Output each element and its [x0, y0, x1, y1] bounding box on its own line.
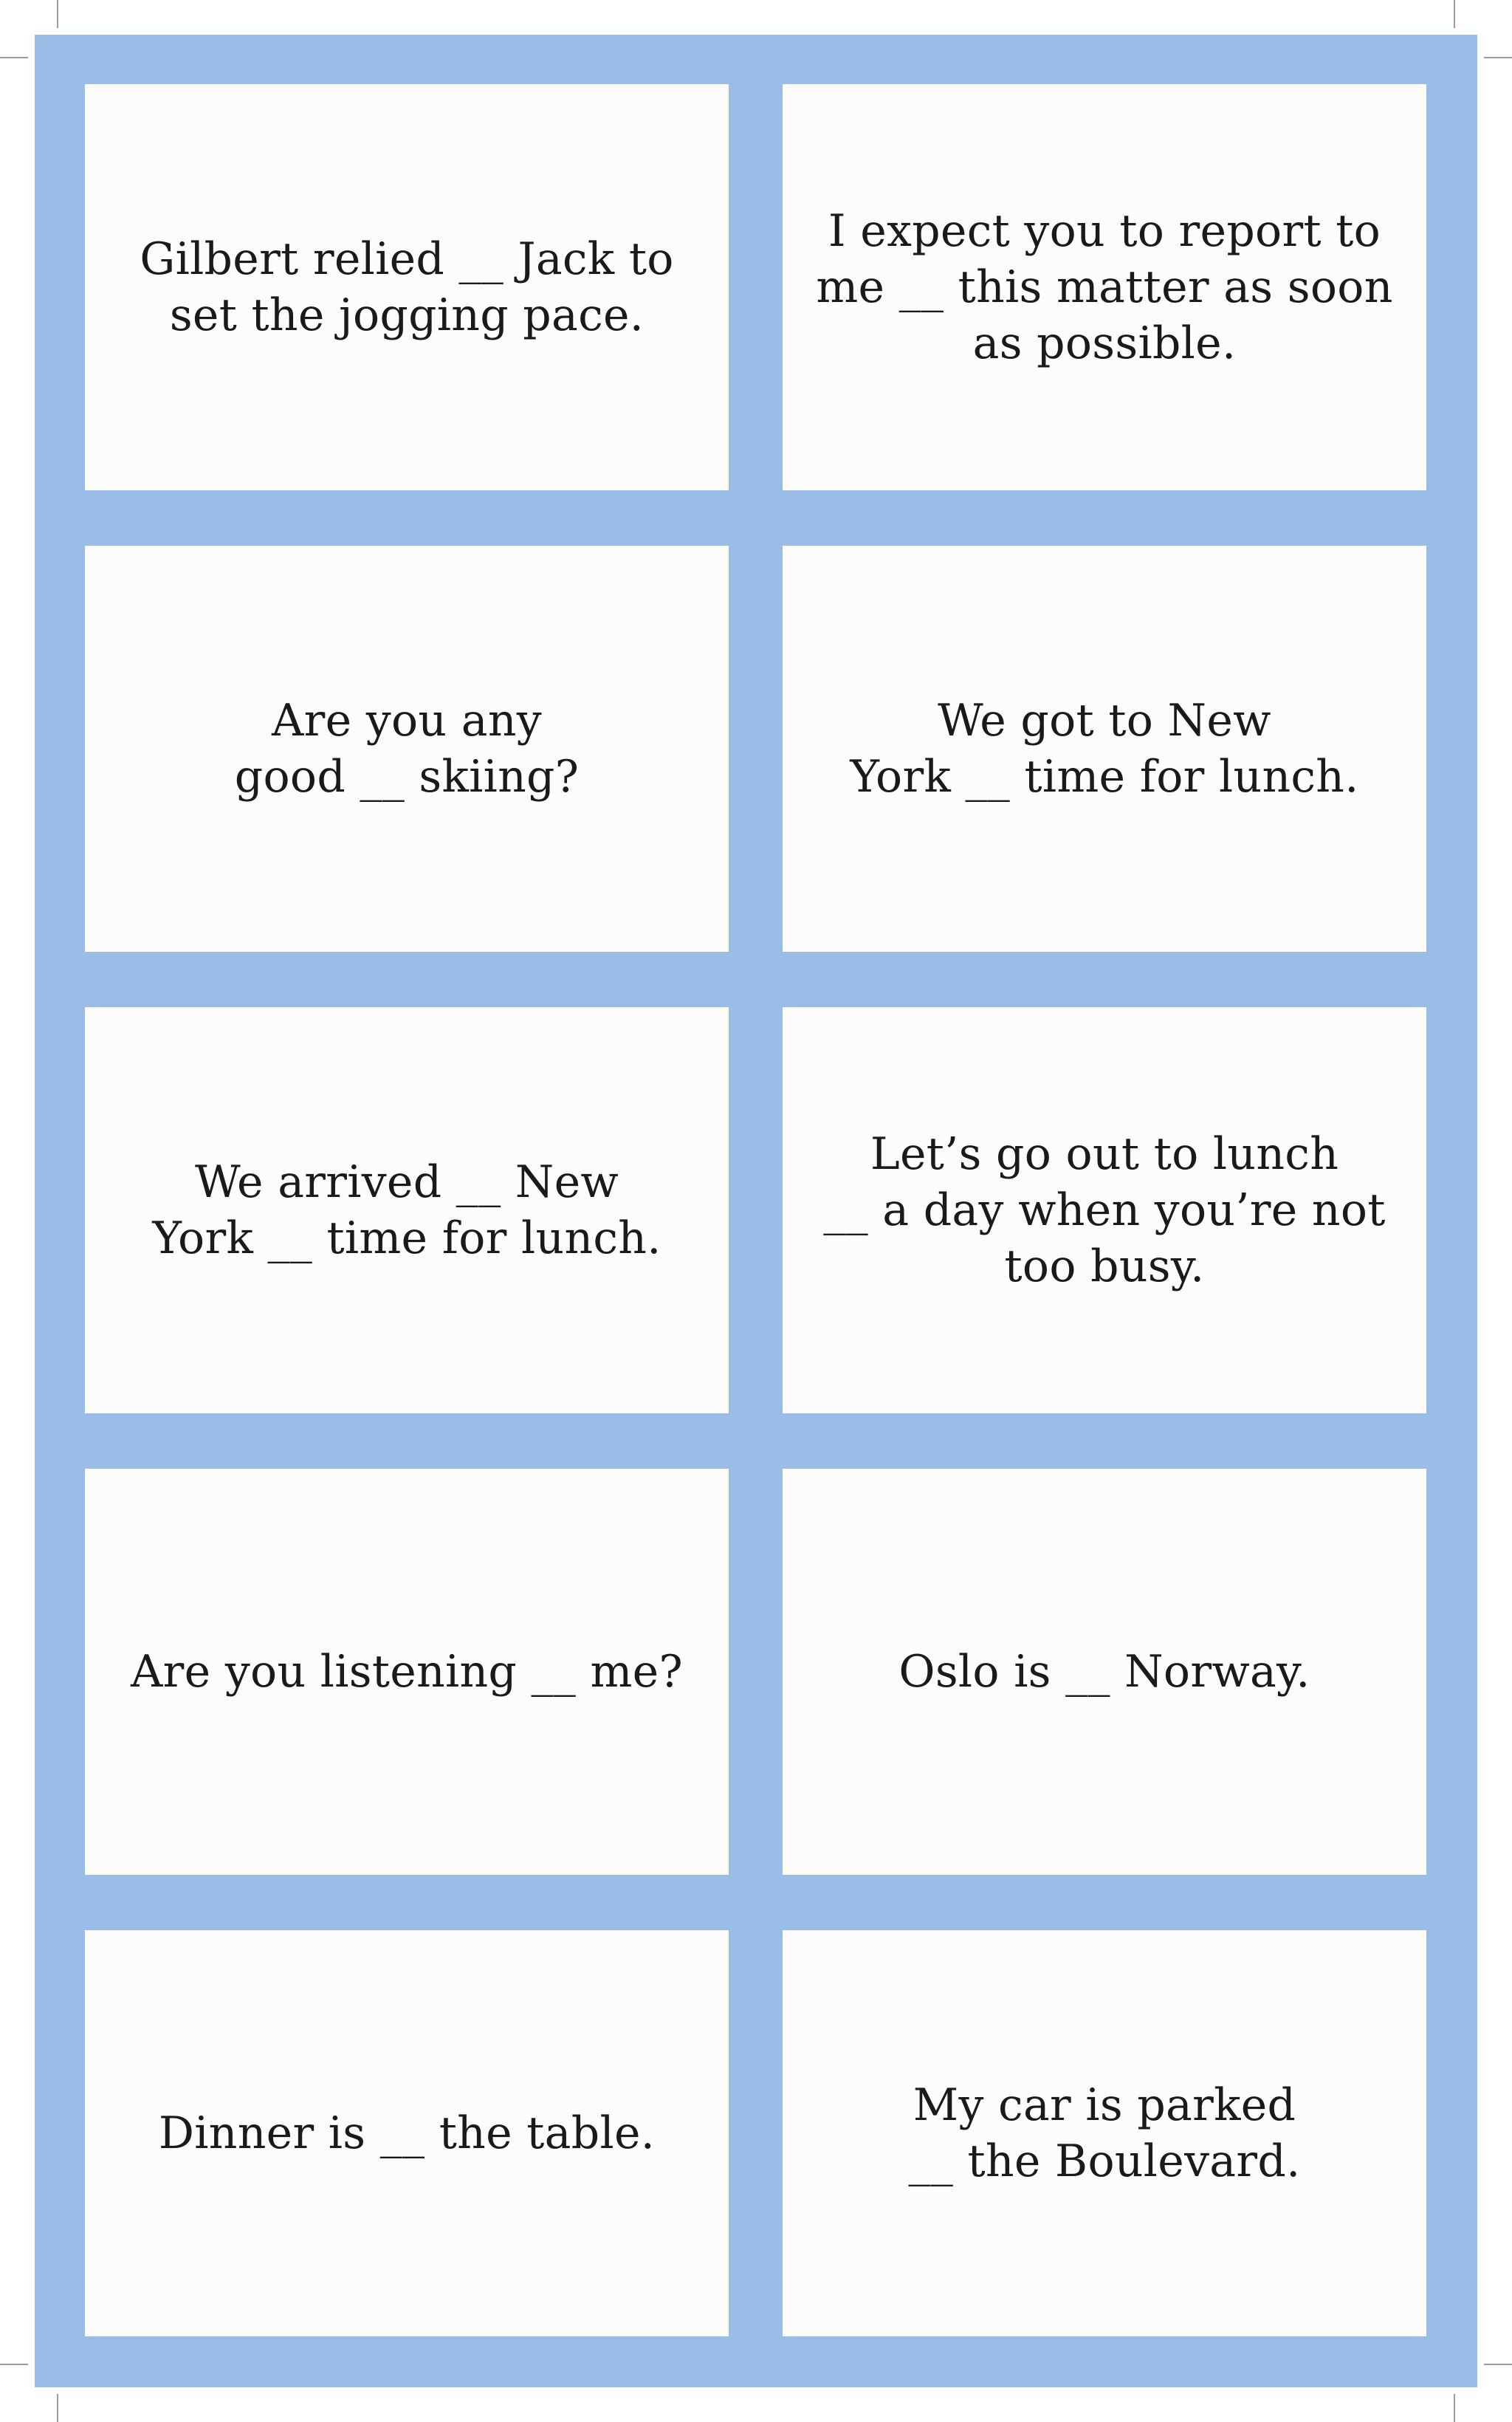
crop-mark-bottom-right-horizontal [1484, 2364, 1512, 2365]
card-text: Are you any good __ skiing? [234, 695, 580, 803]
crop-mark-top-left-horizontal [0, 57, 28, 58]
card-on-the-boulevard [783, 1930, 1426, 2336]
card-arrived-in [85, 1007, 729, 1413]
card-text: My car is parked __ the Boulevard. [908, 2079, 1301, 2187]
card-text: Are you listening __ me? [131, 1646, 683, 1698]
crop-mark-top-right-vertical [1454, 0, 1455, 28]
card-sheet [35, 35, 1477, 2387]
card-text: Dinner is __ the table. [158, 2107, 656, 2159]
card-on-the-table [85, 1930, 729, 2336]
crop-mark-bottom-left-vertical [57, 2394, 58, 2422]
crop-mark-top-left-vertical [57, 0, 58, 28]
card-listening-to [85, 1469, 729, 1875]
card-relied-on [85, 84, 729, 490]
card-text: We got to New York __ time for lunch. [850, 695, 1359, 803]
card-text: Let’s go out to lunch __ a day when you’re not too busy. [823, 1128, 1386, 1292]
card-lunch-on-a-day [783, 1007, 1426, 1413]
card-text: Oslo is __ Norway. [898, 1646, 1310, 1698]
crop-mark-bottom-right-vertical [1454, 2394, 1455, 2422]
card-text: We arrived __ New York __ time for lunch. [152, 1156, 662, 1264]
card-text: Gilbert relied __ Jack to set the jogging pace. [140, 233, 674, 341]
card-text: I expect you to report to me __ this matter as soon as possible. [816, 205, 1393, 369]
card-good-at [85, 546, 729, 952]
crop-mark-top-right-horizontal [1484, 57, 1512, 58]
card-in-time [783, 546, 1426, 952]
card-in-norway [783, 1469, 1426, 1875]
crop-mark-bottom-left-horizontal [0, 2364, 28, 2365]
card-report-on [783, 84, 1426, 490]
